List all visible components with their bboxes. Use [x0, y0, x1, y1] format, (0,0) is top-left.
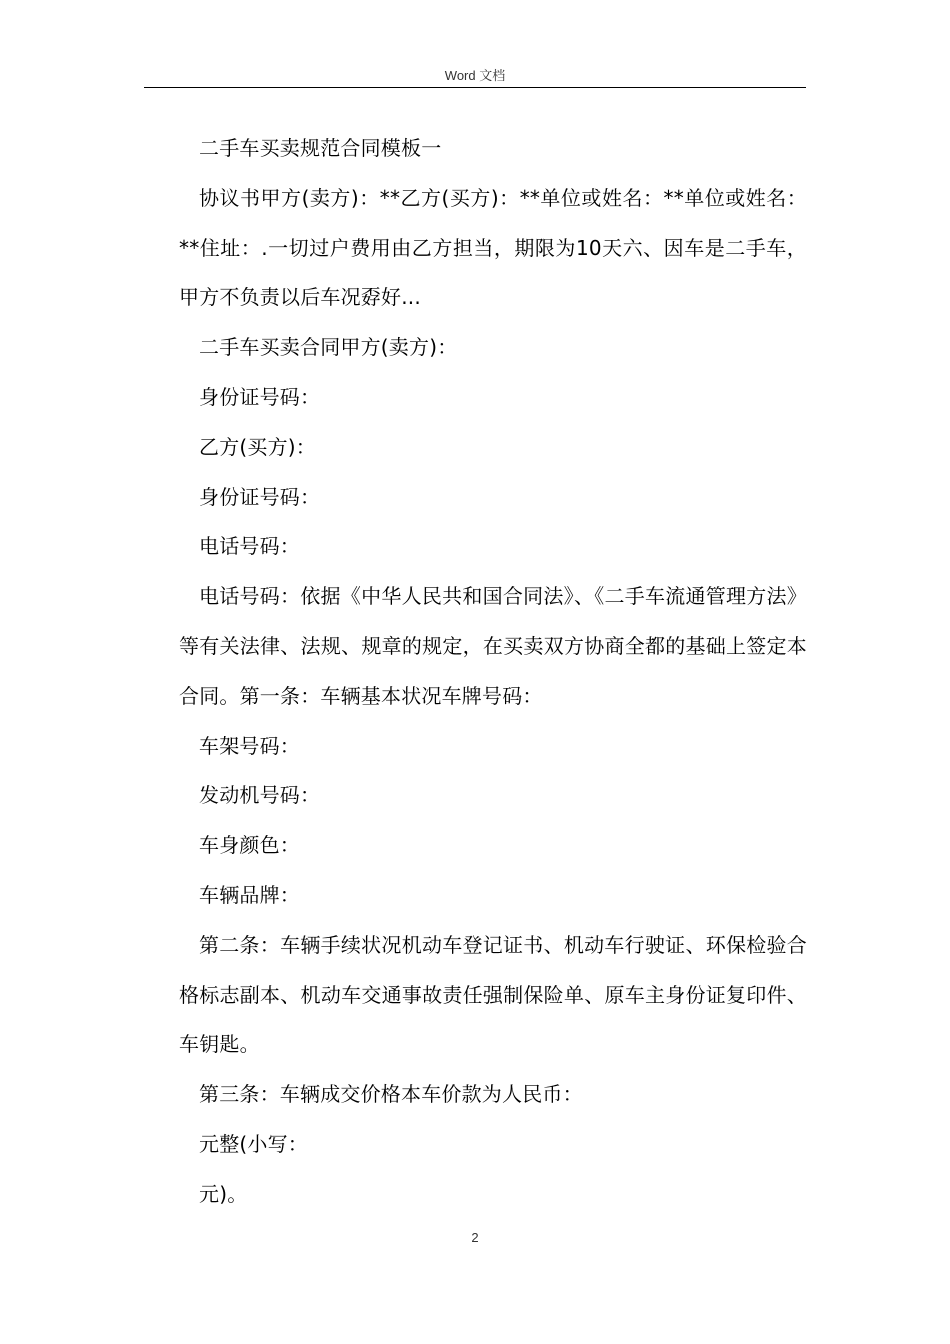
paragraph-phone: 电话号码：: [199, 534, 300, 559]
paragraph-brand: 车辆品牌：: [199, 882, 300, 907]
paragraph-amount-words: 元整(小写：: [199, 1131, 309, 1156]
paragraph-agreement-summary: 协议书甲方(卖方)：**乙方(买方)：**单位或姓名：**单位或姓名：**住址：.一切过户费用由乙方担当，期限为10天六、因车是二手车，甲方不负责以后车况孬好...: [179, 185, 807, 310]
paragraph-engine-number: 发动机号码：: [199, 783, 321, 808]
paragraph-body-color: 车身颜色：: [199, 833, 300, 858]
document-body: [179, 124, 807, 1220]
paragraph-buyer: 乙方(买方)：: [199, 434, 317, 459]
document-title: 二手车买卖规范合同模板一: [199, 136, 442, 160]
paragraph-seller: 二手车买卖合同甲方(卖方)：: [199, 335, 458, 360]
paragraph-amount-close: 元)。: [199, 1181, 248, 1206]
page-header-label: Word 文档: [444, 68, 506, 83]
paragraph-seller-id: 身份证号码：: [199, 384, 321, 409]
paragraph-article-three: 第三条：车辆成交价格本车价款为人民币：: [199, 1082, 583, 1107]
paragraph-article-two: 第二条：车辆手续状况机动车登记证书、机动车行驶证、环保检验合格标志副本、机动车交通事故责任强制保险单、原车主身份证复印件、车钥匙。: [179, 932, 807, 1057]
page-number: 2: [471, 1230, 479, 1245]
paragraph-legal-basis: 电话号码：依据《中华人民共和国合同法》、《二手车流通管理方法》等有关法律、法规、规章的规定，在买卖双方协商全都的基础上签定本合同。第一条：车辆基本状况车牌号码：: [179, 584, 807, 708]
header-divider: [144, 87, 806, 88]
paragraph-vin: 车架号码：: [199, 733, 300, 758]
paragraph-buyer-id: 身份证号码：: [199, 484, 321, 509]
